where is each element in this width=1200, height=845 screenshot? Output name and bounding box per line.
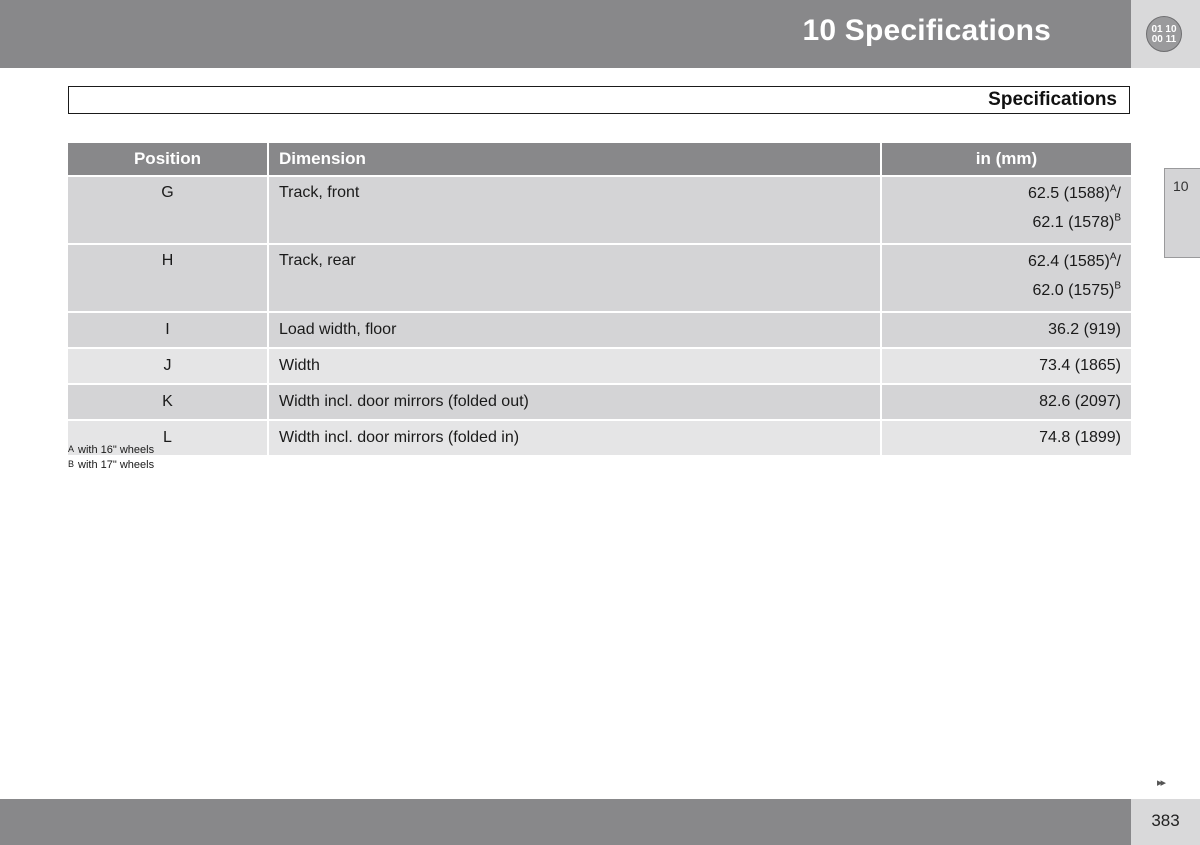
chapter-side-tab[interactable]: [1164, 168, 1200, 258]
position-cell: I: [68, 312, 268, 348]
table-row: [68, 312, 1131, 348]
position-cell: G: [68, 176, 268, 244]
dimension-cell: Track, rear: [268, 244, 881, 312]
footnote-b: [68, 458, 154, 473]
value-a: 62.5 (1588): [1028, 185, 1110, 202]
side-tab-label: 10: [1173, 178, 1189, 194]
chapter-title: 10 Specifications: [802, 14, 1051, 47]
value-cell: [881, 176, 1131, 244]
footnote-ref-b: B: [1114, 280, 1121, 292]
next-page-arrows-icon: ▸▸: [1157, 777, 1165, 789]
table-row: [68, 420, 1131, 456]
dimension-cell: Load width, floor: [268, 312, 881, 348]
page-number-box: [1131, 799, 1200, 845]
value-cell: 82.6 (2097): [881, 384, 1131, 420]
footnote-ref-a: A: [1109, 183, 1117, 195]
table-row: [68, 384, 1131, 420]
value-cell: 73.4 (1865): [881, 348, 1131, 384]
position-cell: H: [68, 244, 268, 312]
specifications-table: [68, 143, 1131, 457]
column-header-value: in (mm): [881, 143, 1131, 176]
table-header-row: [68, 143, 1131, 176]
position-cell: J: [68, 348, 268, 384]
value-separator: /: [1116, 253, 1121, 270]
footnote-a: [68, 443, 154, 458]
footnote-text: with 17" wheels: [78, 459, 155, 471]
value-cell: 36.2 (919): [881, 312, 1131, 348]
table-row: [68, 348, 1131, 384]
value-b: 62.1 (1578): [1032, 214, 1115, 231]
position-cell: K: [68, 384, 268, 420]
chapter-index-icon: [1146, 16, 1182, 52]
badge-line-2: 00 11: [1151, 34, 1177, 45]
position-cell: L: [68, 420, 268, 456]
dimension-cell: Width incl. door mirrors (folded out): [268, 384, 881, 420]
footnote-key: B: [68, 459, 75, 469]
section-header: [68, 86, 1130, 114]
table-row: [68, 244, 1131, 312]
footnote-ref-a: A: [1109, 251, 1117, 263]
section-title: Specifications: [988, 89, 1117, 110]
dimension-cell: Width: [268, 348, 881, 384]
value-cell: 74.8 (1899): [881, 420, 1131, 456]
chapter-badge: [1131, 0, 1200, 68]
column-header-position: Position: [68, 143, 268, 176]
table-row: [68, 176, 1131, 244]
footnotes: [68, 443, 154, 473]
footnote-ref-b: B: [1114, 212, 1121, 224]
value-a: 62.4 (1585): [1028, 253, 1110, 270]
header-bar: [0, 0, 1131, 68]
page-number: 383: [1151, 811, 1180, 830]
badge-line-1: 01 10: [1151, 24, 1177, 35]
dimension-cell: Track, front: [268, 176, 881, 244]
value-cell: [881, 244, 1131, 312]
value-separator: /: [1116, 185, 1121, 202]
footnote-text: with 16" wheels: [78, 444, 155, 456]
dimension-cell: Width incl. door mirrors (folded in): [268, 420, 881, 456]
footer-bar: [0, 799, 1131, 845]
column-header-dimension: Dimension: [268, 143, 881, 176]
value-b: 62.0 (1575): [1032, 282, 1115, 299]
footnote-key: A: [68, 444, 75, 454]
